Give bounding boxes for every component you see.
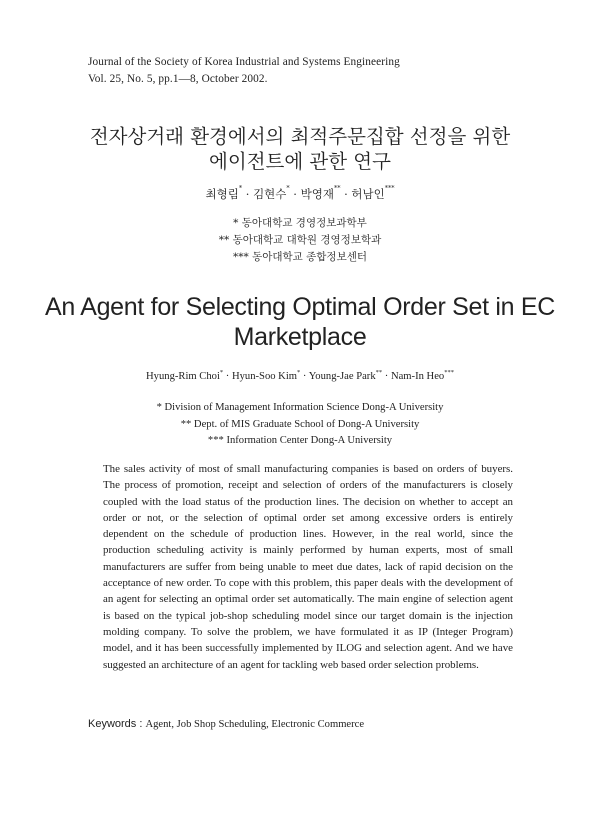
affiliation: * 동아대학교 경영정보과학부 [233,217,367,229]
korean-affiliations [0,215,600,266]
author-mark: * [238,184,243,192]
keywords [88,718,364,730]
abstract-text: The sales activity of most of small manufacturing companies is based on orders of buyers. The process of promotion, receipt and selection of orders of the manufacturers is closely coupled with the load status of the production lines. The decision on whether to accept an order or not, or the selection of optimal order set among excessive orders is entirely dependent on the schedule of production lines. However, in the real world, since the production scheduling activity is mainly performed by human experts, most of small manufacturers are suffer from being unable to meet due dates, lack of rapid decision on the acceptance of new order. To cope with this problem, this paper deals with the development of an agent for selecting an optimal order set automatically. The main engine of selection agent is based on the typical job-shop scheduling model since our target domain is the injection molding company. To solve the problem, we have formulated it as IP (Integer Program) model, and it has been successfully implemented by ILOG and selection agent. And we have suggested an architecture of an agent for tackling web based order selection problems. [103,463,513,671]
affiliation: *** Information Center Dong-A University [207,435,393,446]
author-mark: * [297,369,301,376]
affiliation: *** 동아대학교 종합정보센터 [233,251,367,263]
keywords-label: Keywords : [88,718,146,730]
english-title [0,292,600,352]
author-separator: · [289,187,301,201]
author-mark: ** [333,184,341,192]
author-mark: *** [384,184,395,192]
english-affiliations [0,400,600,450]
english-title-line1: An Agent for Selecting Optimal Order Set in EC [44,293,556,321]
author-mark: * [286,184,290,192]
journal-name: Journal of the Society of Korea Industrial and Systems Engineering [88,56,400,68]
keywords-value: Agent, Job Shop Scheduling, Electronic Commerce [145,719,365,730]
author-separator: · [382,371,391,382]
journal-volume: Vol. 25, No. 5, pp.1—8, October 2002. [88,73,268,85]
author-name: Hyung-Rim Choi [146,371,220,382]
author-name: Nam-In Heo [390,371,445,382]
affiliation: ** Dept. of MIS Graduate School of Dong-A University [180,418,420,430]
author-separator: · [340,187,352,201]
author-name: Hyun-Soo Kim [231,371,298,382]
korean-title-line1: 전자상거래 환경에서의 최적주문집합 선정을 위한 [89,125,511,148]
author-mark: * [219,369,224,376]
author-mark: ** [375,369,383,376]
author-separator: · [242,187,254,201]
author-separator: · [300,371,309,382]
author-name: Young-Jae Park [308,371,376,382]
affiliation: ** 동아대학교 대학원 경영정보학과 [218,234,382,246]
author-name: 박영재 [300,187,334,201]
korean-title [0,124,600,174]
english-authors [0,371,600,382]
affiliation: * Division of Management Information Science Dong-A University [156,402,444,413]
author-mark: *** [444,369,454,376]
english-title-line2: Marketplace [233,323,367,351]
author-name: 김현수 [253,187,287,201]
author-separator: · [223,371,232,382]
journal-header [88,54,400,88]
korean-authors [0,186,600,202]
korean-title-line2: 에이전트에 관한 연구 [209,150,391,173]
author-name: 최형림 [205,187,239,201]
author-name: 허남인 [351,187,385,201]
